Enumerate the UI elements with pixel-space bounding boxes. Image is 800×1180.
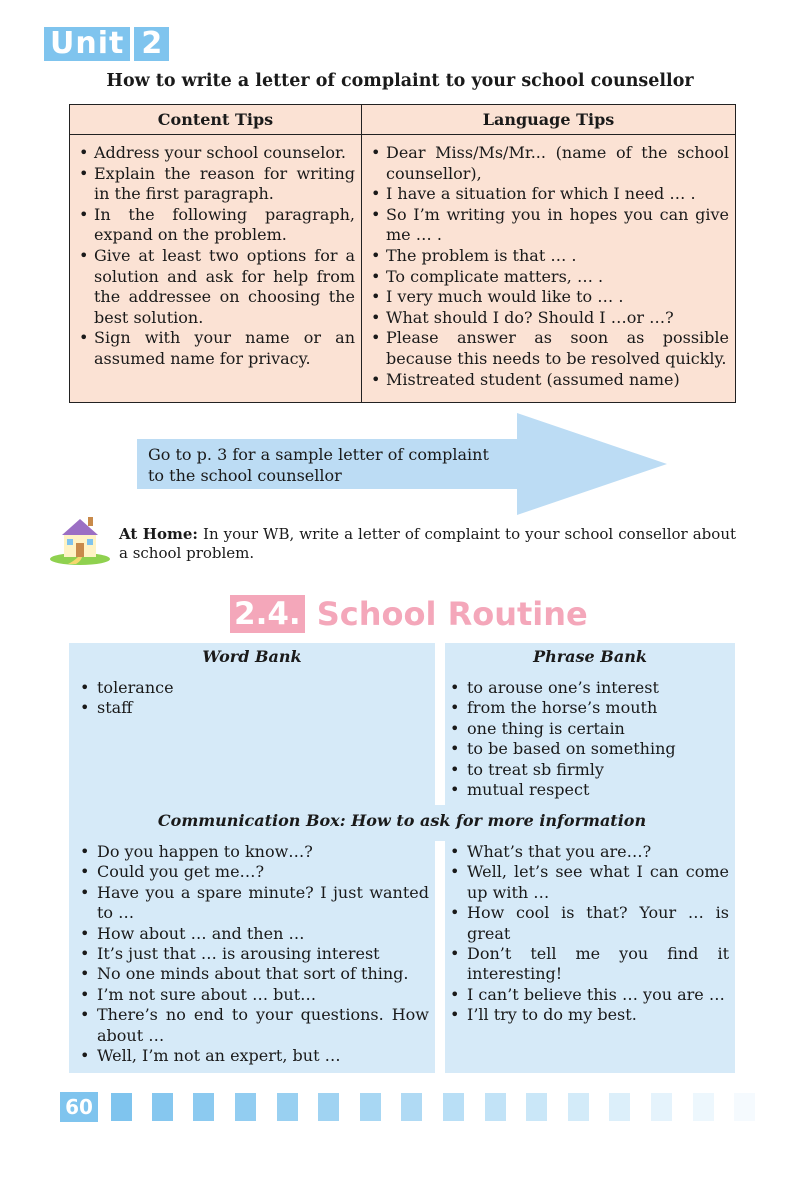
- decor-square: [401, 1093, 422, 1121]
- list-item: • How cool is that? Your … is great: [447, 903, 729, 944]
- decor-square: [609, 1093, 630, 1121]
- list-item: • Dear Miss/Ms/Mr... (name of the school counsellor),: [368, 143, 729, 184]
- page-title: How to write a letter of complaint to your school counsellor: [106, 71, 694, 91]
- unit-badge: [44, 27, 169, 61]
- decor-square: [193, 1093, 214, 1121]
- at-home-task: [119, 525, 736, 563]
- decor-square: [568, 1093, 589, 1121]
- content-tips-column: [70, 105, 362, 402]
- section-number: 2.4.: [230, 595, 305, 633]
- unit-number: 2: [134, 27, 169, 61]
- list-item: • one thing is certain: [447, 719, 729, 739]
- list-item: • Explain the reason for writing in the first paragraph.: [76, 164, 355, 205]
- list-item: • Well, I’m not an expert, but …: [77, 1046, 429, 1066]
- language-tips-list: [362, 135, 735, 390]
- unit-label: Unit: [44, 27, 130, 61]
- list-item: • Have you a spare minute? I just wanted to …: [77, 883, 429, 924]
- list-item: • I have a situation for which I need … .: [368, 184, 729, 205]
- list-item: • No one minds about that sort of thing.: [77, 964, 429, 984]
- decor-square: [443, 1093, 464, 1121]
- decor-square: [526, 1093, 547, 1121]
- communication-right-list: [447, 842, 729, 1026]
- list-item: • The problem is that … .: [368, 246, 729, 267]
- house-icon: [48, 509, 112, 565]
- list-item: • staff: [77, 698, 427, 718]
- list-item: • Do you happen to know…?: [77, 842, 429, 862]
- list-item: • to treat sb firmly: [447, 760, 729, 780]
- footer-decoration: [111, 1093, 771, 1121]
- arrow-note-line: Go to p. 3 for a sample letter of complaint: [148, 445, 489, 464]
- list-item: • I’m not sure about … but…: [77, 985, 429, 1005]
- language-tips-column: [362, 105, 735, 402]
- list-item: • to be based on something: [447, 739, 729, 759]
- word-bank-list: [77, 678, 427, 719]
- decor-square: [235, 1093, 256, 1121]
- decor-square: [360, 1093, 381, 1121]
- list-item: • Sign with your name or an assumed name for privacy.: [76, 328, 355, 369]
- decor-square: [111, 1093, 132, 1121]
- phrase-bank-title: Phrase Bank: [533, 647, 647, 666]
- arrow-note: [148, 444, 489, 486]
- decor-square: [318, 1093, 339, 1121]
- list-item: • Mistreated student (assumed name): [368, 370, 729, 391]
- at-home-text: In your WB, write a letter of complaint to your school consellor about a school problem.: [119, 525, 737, 562]
- list-item: • What should I do? Should I …or …?: [368, 308, 729, 329]
- list-item: • Give at least two options for a solution and ask for help from the addressee on choosing the best solution.: [76, 246, 355, 328]
- list-item: • mutual respect: [447, 780, 729, 800]
- list-item: • Could you get me…?: [77, 862, 429, 882]
- word-bank-panel: [69, 643, 435, 805]
- list-item: • I can’t believe this … you are …: [447, 985, 729, 1005]
- decor-square: [277, 1093, 298, 1121]
- decor-square: [693, 1093, 714, 1121]
- list-item: • What’s that you are…?: [447, 842, 729, 862]
- decor-square: [734, 1093, 755, 1121]
- list-item: • Address your school counselor.: [76, 143, 355, 164]
- phrase-bank-list: [447, 678, 729, 800]
- list-item: • Don’t tell me you find it interesting!: [447, 944, 729, 985]
- section-heading: [230, 594, 588, 634]
- language-tips-header: Language Tips: [362, 105, 735, 135]
- decor-square: [651, 1093, 672, 1121]
- page-number: 60: [60, 1092, 98, 1122]
- list-item: • to arouse one’s interest: [447, 678, 729, 698]
- list-item: • It’s just that … is arousing interest: [77, 944, 429, 964]
- list-item: • Well, let’s see what I can come up with …: [447, 862, 729, 903]
- tips-table: [69, 104, 736, 403]
- content-tips-header: Content Tips: [70, 105, 361, 135]
- list-item: • How about … and then …: [77, 924, 429, 944]
- arrow-note-line: to the school counsellor: [148, 466, 342, 485]
- communication-left-list: [77, 842, 429, 1066]
- content-tips-list: [70, 135, 361, 370]
- list-item: • In the following paragraph, expand on the problem.: [76, 205, 355, 246]
- list-item: • from the horse’s mouth: [447, 698, 729, 718]
- section-title: School Routine: [316, 595, 588, 633]
- communication-box-title: Communication Box: How to ask for more information: [157, 811, 647, 830]
- list-item: • Please answer as soon as possible because this needs to be resolved quickly.: [368, 328, 729, 369]
- list-item: • I very much would like to … .: [368, 287, 729, 308]
- list-item: • So I’m writing you in hopes you can give me … .: [368, 205, 729, 246]
- list-item: • tolerance: [77, 678, 427, 698]
- list-item: • I’ll try to do my best.: [447, 1005, 729, 1025]
- list-item: • To complicate matters, … .: [368, 267, 729, 288]
- word-bank-title: Word Bank: [202, 647, 302, 666]
- list-item: • There’s no end to your questions. How about …: [77, 1005, 429, 1046]
- decor-square: [485, 1093, 506, 1121]
- decor-square: [152, 1093, 173, 1121]
- at-home-label: At Home:: [119, 525, 198, 543]
